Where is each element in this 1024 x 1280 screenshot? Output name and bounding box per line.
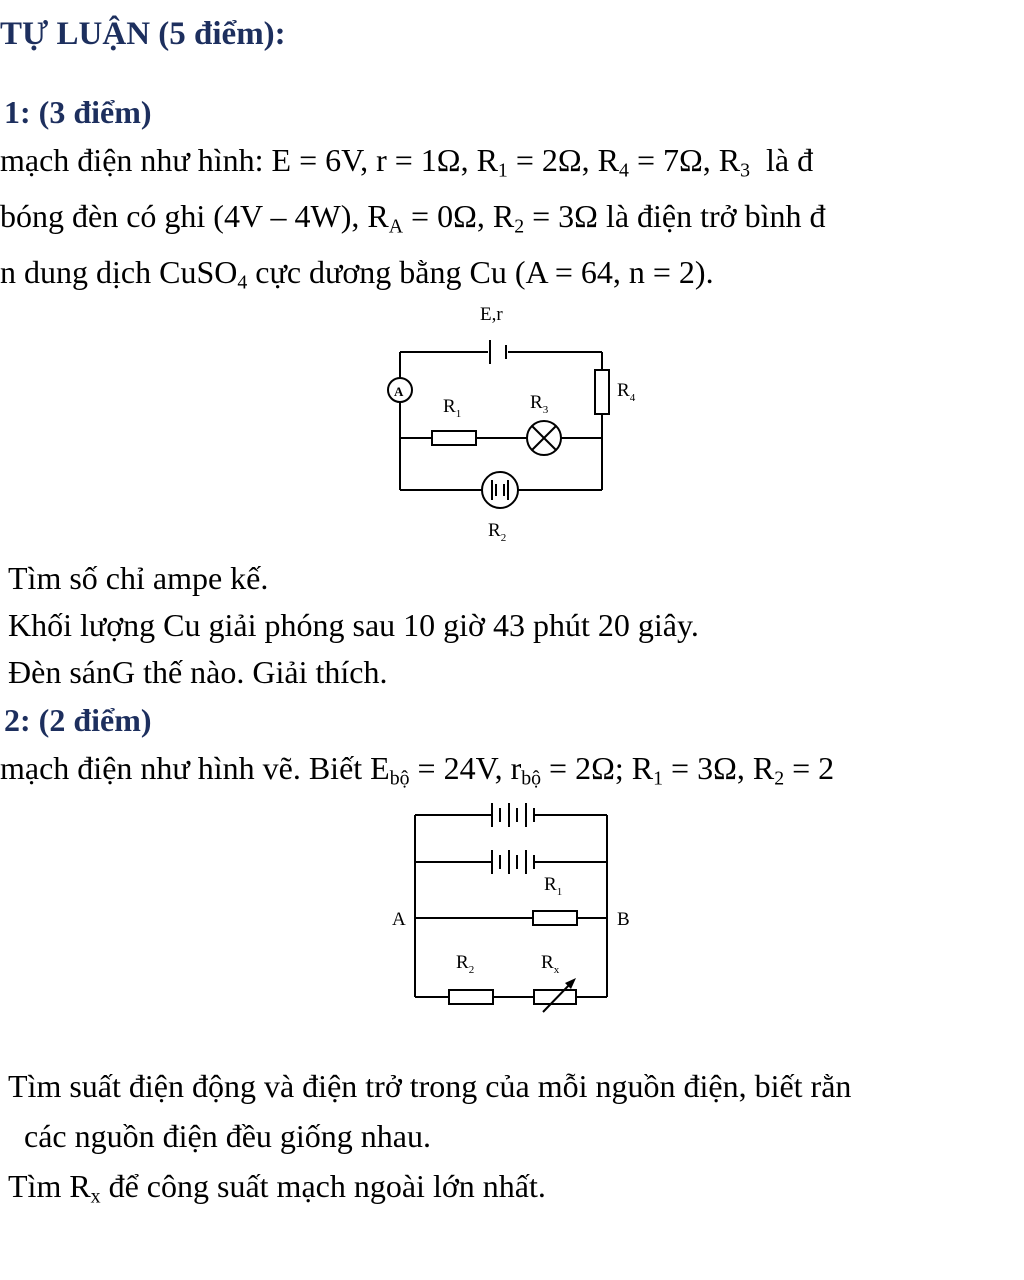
q2-r1-label: $R_1$ — [544, 874, 563, 898]
circuit-2 — [415, 803, 607, 1012]
r4-resistor — [595, 370, 609, 414]
section-title: TỰ LUẬN (5 điểm): — [0, 16, 286, 52]
q2-part-b-post: để công suất mạch ngoài lớn nhất. — [100, 1168, 546, 1204]
q1-line-3: n dung dịch CuSO$_4$ cực dương bằng Cu (A = 64, n = 2). — [0, 254, 714, 294]
r4-label: $R_4$ — [617, 380, 636, 404]
r1-label: $R_1$ — [443, 396, 462, 420]
q2-part-b-sub: x — [90, 1185, 101, 1208]
source-label: E,r — [480, 304, 503, 325]
lamp-circle — [527, 421, 561, 455]
q2-rx-rheostat — [534, 990, 576, 1004]
node-a-label: A — [392, 909, 406, 930]
circuit-2-labels — [392, 874, 630, 976]
q1-line1-text: mạch điện như hình: E = 6V, r = 1Ω, R — [0, 142, 498, 178]
q2-line1-end: = 3Ω, R — [663, 750, 775, 786]
q1-part-c — [0, 652, 387, 692]
q2-line1-text: mạch điện như hình vẽ. Biết E — [0, 750, 390, 786]
rheostat-arrow — [543, 982, 572, 1012]
question-1-heading: 1: (3 điểm) — [4, 94, 152, 130]
q2-part-b-pre: Tìm R — [8, 1168, 91, 1204]
q1-line2-rest: là điện trở bình đ — [605, 198, 826, 234]
q2-r1-resistor — [533, 911, 577, 925]
ammeter-label: A — [394, 384, 404, 399]
node-b-label: B — [617, 909, 630, 930]
electrolytic-cell — [482, 472, 518, 508]
r1-resistor — [432, 431, 476, 445]
circuit-1-labels — [394, 304, 636, 544]
q1-line-2: bóng đèn có ghi (4V – 4W), $R_A = 0\Omega$, $R_2 = 3\Omega$ là điện trở bình đ — [0, 198, 826, 238]
q2-r2-label: $R_2$ — [456, 952, 475, 976]
q1-part-c-text: Đèn sánG thế nào. Giải thích. — [8, 654, 388, 690]
q1-part-a-text: Tìm số chỉ ampe kế. — [8, 560, 269, 596]
r3-label: $R_3$ — [530, 392, 549, 416]
q1-part-a — [0, 558, 268, 598]
q2-r2-resistor — [449, 990, 493, 1004]
q2-sub-bo-2: bộ — [521, 767, 542, 790]
q1-line2-text: bóng đèn có ghi (4V – 4W), R — [0, 198, 389, 234]
q2-line1-tail: = 2 — [784, 750, 835, 786]
q2-rx-label: $R_x$ — [541, 952, 560, 976]
q1-line3-text: n dung dịch CuSO — [0, 254, 238, 290]
q1-part-b-text: Khối lượng Cu giải phóng sau 10 giờ 43 phút 20 giây. — [8, 607, 699, 643]
q2-part-a-line1 — [0, 1066, 851, 1106]
q2-part-a-line2: các nguồn điện đều giống nhau. — [24, 1118, 431, 1154]
q2-part-a-text: Tìm suất điện động và điện trở trong của mỗi nguồn điện, biết rằn — [8, 1068, 852, 1104]
question-2-heading: 2: (2 điểm) — [4, 702, 152, 738]
q1-line-1: mạch điện như hình: E = 6V, r = 1Ω, $R_1 = 2\Omega$, $R_4 = 7\Omega$, $R_3$ là đ — [0, 142, 814, 182]
q2-line1-mid: = 24V, r — [409, 750, 522, 786]
q2-part-b — [0, 1166, 546, 1206]
r2-label: $R_2$ — [488, 520, 507, 544]
circuit-1 — [388, 340, 609, 508]
q1-part-b — [0, 605, 699, 645]
q2-sub-bo-1: bộ — [389, 767, 410, 790]
q2-line1-mid2: = 2Ω; R — [541, 750, 654, 786]
q1-line1-rest: là đ — [766, 142, 814, 178]
q2-line-1: mạch điện như hình vẽ. Biết $E_{bộ} = 24V$, $r_{bộ} = 2\Omega$; $R_1 = 3\Omega$, $R_2 = 2$ — [0, 750, 835, 790]
q1-line3-rest: cực dương bằng Cu (A = 64, n = 2). — [247, 254, 714, 290]
ammeter-circle — [388, 378, 412, 402]
